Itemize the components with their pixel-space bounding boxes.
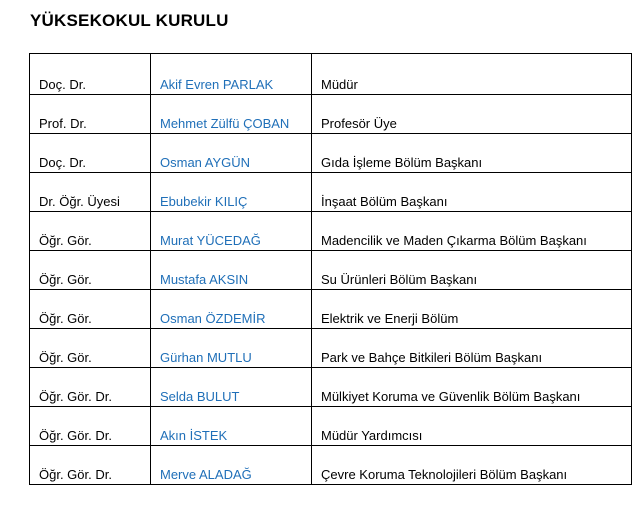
member-name[interactable]: Ebubekir KILIÇ bbox=[151, 173, 312, 212]
member-role: Mülkiyet Koruma ve Güvenlik Bölüm Başkanı bbox=[312, 368, 632, 407]
member-name[interactable]: Mustafa AKSIN bbox=[151, 251, 312, 290]
board-members-table bbox=[29, 53, 632, 485]
member-name[interactable]: Osman ÖZDEMİR bbox=[151, 290, 312, 329]
member-name[interactable]: Akın İSTEK bbox=[151, 407, 312, 446]
member-role: Su Ürünleri Bölüm Başkanı bbox=[312, 251, 632, 290]
member-role: Müdür bbox=[312, 54, 632, 95]
member-name[interactable]: Murat YÜCEDAĞ bbox=[151, 212, 312, 251]
member-title: Dr. Öğr. Üyesi bbox=[30, 173, 151, 212]
member-title: Öğr. Gör. bbox=[30, 329, 151, 368]
table-row bbox=[30, 134, 632, 173]
member-name[interactable]: Selda BULUT bbox=[151, 368, 312, 407]
table-row bbox=[30, 290, 632, 329]
table-row bbox=[30, 173, 632, 212]
page-title: YÜKSEKOKUL KURULU bbox=[30, 11, 229, 30]
table-row bbox=[30, 95, 632, 134]
member-name[interactable]: Mehmet Zülfü ÇOBAN bbox=[151, 95, 312, 134]
table-row bbox=[30, 251, 632, 290]
member-title: Öğr. Gör. Dr. bbox=[30, 446, 151, 485]
member-name[interactable]: Gürhan MUTLU bbox=[151, 329, 312, 368]
table-row bbox=[30, 212, 632, 251]
member-role: Müdür Yardımcısı bbox=[312, 407, 632, 446]
member-role: İnşaat Bölüm Başkanı bbox=[312, 173, 632, 212]
member-title: Doç. Dr. bbox=[30, 134, 151, 173]
member-name[interactable]: Merve ALADAĞ bbox=[151, 446, 312, 485]
member-title: Doç. Dr. bbox=[30, 54, 151, 95]
member-role: Park ve Bahçe Bitkileri Bölüm Başkanı bbox=[312, 329, 632, 368]
table-row bbox=[30, 407, 632, 446]
member-name[interactable]: Akif Evren PARLAK bbox=[151, 54, 312, 95]
member-title: Prof. Dr. bbox=[30, 95, 151, 134]
member-title: Öğr. Gör. bbox=[30, 251, 151, 290]
table-row bbox=[30, 368, 632, 407]
member-role: Çevre Koruma Teknolojileri Bölüm Başkanı bbox=[312, 446, 632, 485]
member-name[interactable]: Osman AYGÜN bbox=[151, 134, 312, 173]
table-row bbox=[30, 54, 632, 95]
member-title: Öğr. Gör. bbox=[30, 290, 151, 329]
member-role: Elektrik ve Enerji Bölüm bbox=[312, 290, 632, 329]
member-title: Öğr. Gör. bbox=[30, 212, 151, 251]
table-row bbox=[30, 329, 632, 368]
member-role: Madencilik ve Maden Çıkarma Bölüm Başkanı bbox=[312, 212, 632, 251]
member-role: Gıda İşleme Bölüm Başkanı bbox=[312, 134, 632, 173]
table-row bbox=[30, 446, 632, 485]
member-title: Öğr. Gör. Dr. bbox=[30, 368, 151, 407]
member-title: Öğr. Gör. Dr. bbox=[30, 407, 151, 446]
member-role: Profesör Üye bbox=[312, 95, 632, 134]
